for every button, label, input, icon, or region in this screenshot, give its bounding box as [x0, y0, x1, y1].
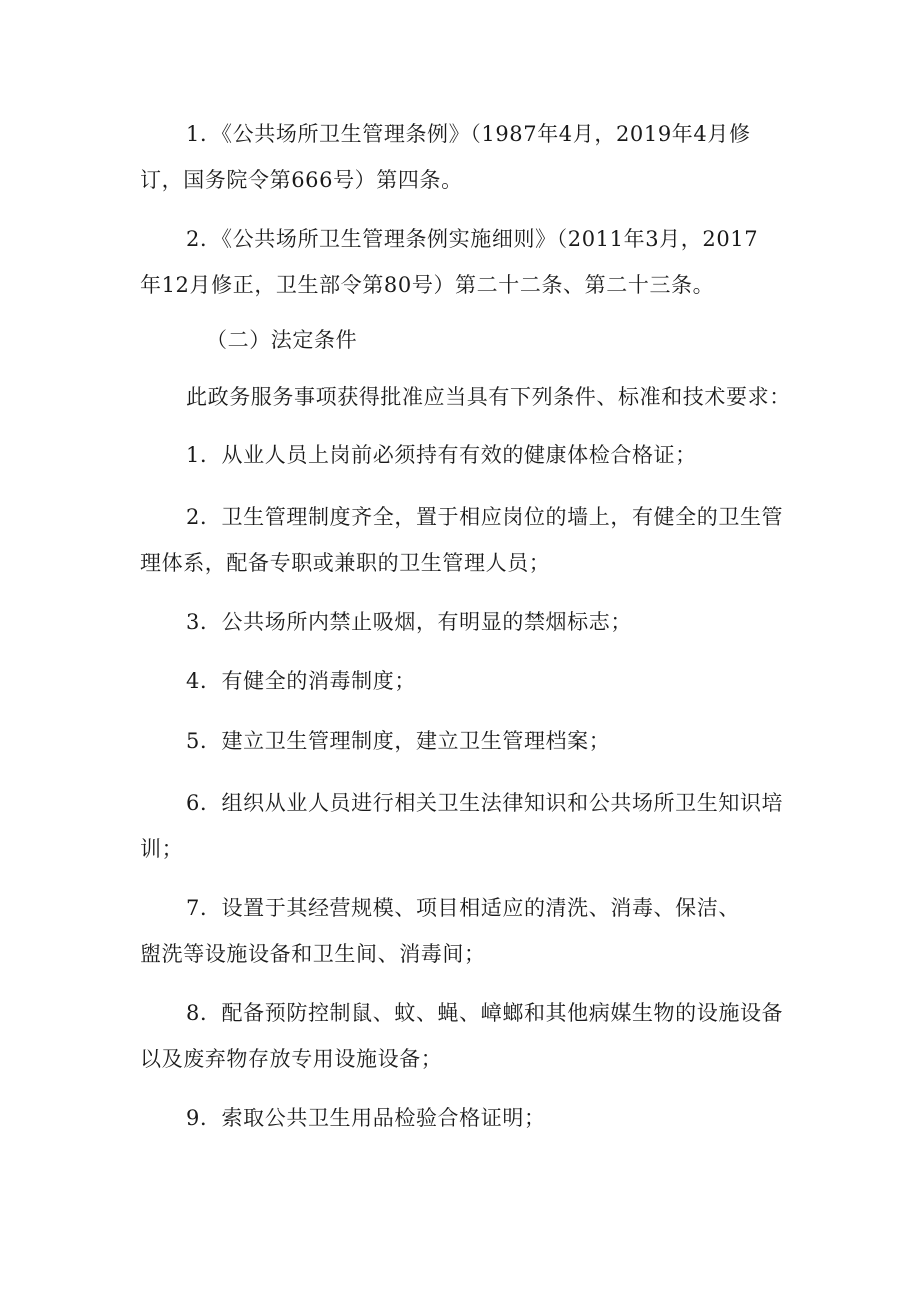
condition-9: 9．索取公共卫生用品检验合格证明； [186, 1106, 546, 1130]
condition-4: 4．有健全的消毒制度； [186, 669, 416, 693]
condition-6-line-1: 6．组织从业人员进行相关卫生法律知识和公共场所卫生知识培 [186, 791, 784, 815]
condition-6-line-2: 训； [140, 837, 184, 861]
conditions-intro: 此政务服务事项获得批准应当具有下列条件、标准和技术要求： [186, 385, 791, 409]
condition-2-line-1: 2．卫生管理制度齐全，置于相应岗位的墙上，有健全的卫生管 [186, 505, 784, 529]
basis-item-2-line-1: 2．《公共场所卫生管理条例实施细则》（2011年3月，2017 [186, 227, 759, 251]
condition-7-line-2: 盥洗等设施设备和卫生间、消毒间； [140, 942, 486, 966]
condition-7-line-1: 7．设置于其经营规模、项目相适应的清洗、消毒、保洁、 [186, 896, 740, 920]
condition-8-line-2: 以及废弃物存放专用设施设备； [140, 1047, 443, 1071]
condition-1: 1．从业人员上岗前必须持有有效的健康体检合格证； [186, 443, 697, 467]
condition-3: 3．公共场所内禁止吸烟，有明显的禁烟标志； [186, 610, 632, 634]
condition-8-line-1: 8．配备预防控制鼠、蚊、蝇、嶂螂和其他病媒生物的设施设备 [186, 1001, 784, 1025]
basis-item-1-line-1: 1．《公共场所卫生管理条例》（1987年4月，2019年4月修 [186, 122, 751, 146]
section-heading: （二）法定条件 [206, 328, 358, 352]
basis-item-2-line-2: 年12月修正，卫生部令第80号）第二十二条、第二十三条。 [140, 273, 715, 297]
condition-5: 5．建立卫生管理制度，建立卫生管理档案； [186, 729, 611, 753]
condition-2-line-2: 理体系，配备专职或兼职的卫生管理人员； [140, 551, 551, 575]
basis-item-1-line-2: 订，国务院令第666号）第四条。 [140, 168, 463, 192]
